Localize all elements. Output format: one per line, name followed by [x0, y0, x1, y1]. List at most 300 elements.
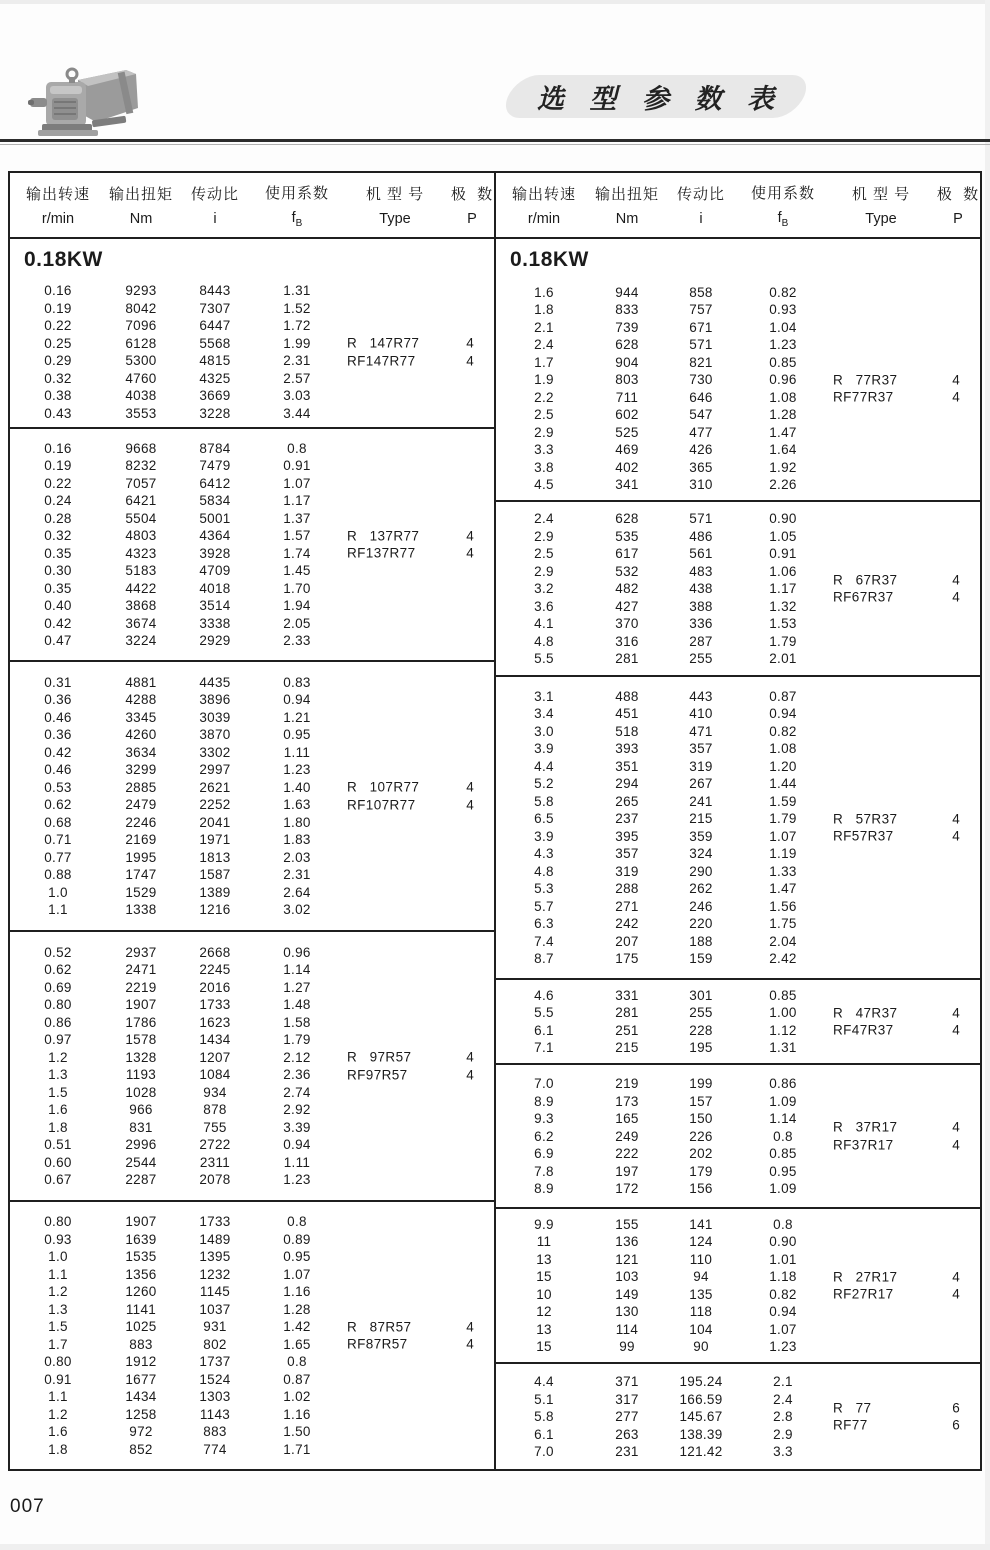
table-row [10, 1406, 494, 1424]
table-row [496, 933, 980, 951]
value-cell: 944 [615, 284, 639, 300]
value-cell: 561 [689, 546, 713, 561]
table-row [10, 545, 494, 563]
value-cell: 1.31 [769, 1040, 797, 1056]
rows-region [10, 277, 494, 427]
table-blocks-right [496, 239, 980, 1469]
column-header-unit: r/min [527, 211, 561, 227]
value-cell: 0.35 [44, 580, 72, 596]
value-cell: 2722 [199, 1137, 231, 1153]
value-cell: 130 [615, 1304, 639, 1320]
value-cell: 3.9 [534, 741, 554, 757]
value-cell: 1.7 [48, 1336, 68, 1352]
column-header-unit: $f_B$ [777, 209, 789, 229]
value-cell: 7479 [199, 458, 231, 474]
value-cell: 1.08 [769, 741, 797, 757]
column-header [10, 183, 106, 227]
value-cell: 2.36 [283, 1067, 311, 1083]
table-row [10, 615, 494, 633]
rating-block [496, 502, 980, 677]
value-cell: 202 [689, 1146, 713, 1161]
value-cell: 1.28 [283, 1301, 311, 1317]
table-row [496, 723, 980, 741]
value-cell: 774 [203, 1441, 227, 1457]
value-cell: 0.42 [44, 744, 72, 760]
type-label: R 37R17 RF37R17 [833, 1119, 898, 1152]
value-cell: 1.71 [283, 1441, 311, 1457]
pole-label: 4 4 [952, 811, 960, 844]
value-cell: 1.7 [534, 354, 554, 370]
value-cell: 7.0 [534, 1076, 554, 1091]
table-row [496, 1408, 980, 1426]
value-cell: 1.31 [283, 283, 311, 299]
value-cell: 1.0 [48, 1249, 68, 1265]
value-cell: 0.36 [44, 727, 72, 743]
value-cell: 1395 [199, 1249, 231, 1265]
table-half-right [496, 173, 980, 1469]
rating-block [496, 980, 980, 1065]
table-row [10, 1014, 494, 1032]
value-cell: 1.06 [769, 563, 797, 579]
value-cell: 1.3 [48, 1301, 68, 1317]
value-cell: 0.93 [44, 1231, 72, 1247]
table-row [10, 1049, 494, 1067]
value-cell: 0.80 [44, 1214, 72, 1230]
value-cell: 0.94 [283, 1137, 311, 1153]
column-header-unit: i [699, 211, 703, 227]
value-cell: 1.5 [48, 1319, 68, 1335]
value-cell: 3.03 [283, 388, 311, 404]
value-cell: 135 [689, 1286, 713, 1302]
type-label: R 47R37 RF47R37 [833, 1005, 898, 1038]
value-cell: 3.3 [534, 442, 554, 458]
value-cell: 0.94 [283, 692, 311, 708]
value-cell: 336 [689, 616, 713, 631]
column-header [740, 182, 826, 229]
value-cell: 1.11 [283, 744, 311, 760]
value-cell: 427 [615, 598, 639, 614]
value-cell: 316 [615, 633, 639, 649]
table-row [496, 1251, 980, 1269]
value-cell: 1.50 [283, 1424, 311, 1440]
value-cell: 237 [615, 811, 639, 827]
value-cell: 0.16 [44, 283, 72, 299]
value-cell: 2.31 [283, 867, 311, 883]
value-cell: 904 [615, 354, 639, 370]
value-cell: 2.1 [773, 1374, 793, 1389]
column-header [254, 182, 340, 229]
value-cell: 1623 [199, 1014, 231, 1030]
value-cell: 3.2 [534, 581, 554, 596]
value-cell: 8232 [125, 458, 157, 474]
value-cell: 2668 [199, 944, 231, 960]
table-row [10, 352, 494, 370]
gearmotor-photo [26, 60, 144, 148]
value-cell: 290 [689, 863, 713, 879]
value-cell: 0.47 [44, 633, 72, 649]
table-row [496, 1268, 980, 1286]
value-cell: 172 [615, 1181, 639, 1196]
column-header [826, 183, 936, 227]
column-header [936, 183, 980, 227]
value-cell: 331 [615, 987, 639, 1003]
value-cell: 9.9 [534, 1216, 554, 1232]
column-header-unit: P [953, 211, 963, 227]
value-cell: 15 [536, 1269, 552, 1285]
value-cell: 2.01 [769, 651, 797, 666]
value-cell: 1.83 [283, 832, 311, 848]
value-cell: 972 [129, 1424, 153, 1440]
value-cell: 1.18 [769, 1269, 797, 1285]
value-cell: 6128 [125, 335, 157, 351]
value-cell: 2041 [199, 814, 231, 830]
pole-label: 4 4 [952, 572, 960, 605]
value-cell: 2252 [199, 797, 231, 813]
value-cell: 3669 [199, 388, 231, 404]
table-row [496, 476, 980, 494]
table-row [10, 674, 494, 692]
value-cell: 4435 [199, 674, 231, 690]
value-cell: 1389 [199, 884, 231, 900]
value-cell: 858 [689, 284, 713, 300]
value-cell: 755 [203, 1119, 227, 1135]
value-cell: 1037 [199, 1301, 231, 1317]
value-cell: 1.05 [769, 528, 797, 544]
value-cell: 1141 [125, 1301, 157, 1317]
value-cell: 3870 [199, 727, 231, 743]
value-cell: 3868 [125, 598, 157, 614]
table-row [496, 1092, 980, 1110]
value-cell: 1907 [125, 1214, 157, 1230]
value-cell: 0.25 [44, 335, 72, 351]
value-cell: 1.23 [283, 1172, 311, 1188]
value-cell: 241 [689, 793, 713, 809]
value-cell: 0.95 [283, 1249, 311, 1265]
value-cell: 878 [203, 1102, 227, 1118]
value-cell: 1786 [125, 1014, 157, 1030]
value-cell: 359 [689, 828, 713, 844]
table-row [10, 1266, 494, 1284]
value-cell: 1434 [199, 1032, 231, 1048]
table-row [496, 650, 980, 668]
value-cell: 0.52 [44, 944, 72, 960]
type-label: R 27R17 RF27R17 [833, 1269, 898, 1302]
table-row [496, 1110, 980, 1128]
table-row [10, 831, 494, 849]
value-cell: 0.82 [769, 723, 797, 739]
rating-block [10, 932, 494, 1202]
value-cell: 207 [615, 933, 639, 949]
value-cell: 1.75 [769, 916, 797, 932]
value-cell: 803 [615, 372, 639, 388]
table-row [10, 1318, 494, 1336]
value-cell: 1.1 [48, 902, 68, 918]
value-cell: 341 [615, 477, 639, 493]
column-header-label: 传动比 [676, 186, 725, 203]
column-header-unit: r/min [41, 211, 75, 227]
value-cell: 188 [689, 933, 713, 949]
value-cell: 3299 [125, 762, 157, 778]
value-cell: 0.95 [283, 727, 311, 743]
rating-block [496, 1209, 980, 1364]
value-cell: 2.9 [534, 528, 554, 544]
value-cell: 175 [615, 951, 639, 967]
value-cell: 6.1 [534, 1426, 554, 1442]
table-row [496, 828, 980, 846]
column-header-label: 极 数 [450, 186, 494, 203]
table-row [10, 944, 494, 962]
value-cell: 222 [615, 1146, 639, 1161]
value-cell: 8.7 [534, 951, 554, 967]
value-cell: 525 [615, 424, 639, 440]
value-cell: 0.86 [44, 1014, 72, 1030]
value-cell: 883 [203, 1424, 227, 1440]
table-row [10, 1353, 494, 1371]
value-cell: 1028 [125, 1084, 157, 1100]
value-cell: 395 [615, 828, 639, 844]
value-cell: 2.57 [283, 370, 311, 386]
column-header-label: 使用系数 [750, 184, 815, 202]
type-label: R 137R77 RF137R77 [347, 528, 420, 561]
value-cell: 0.77 [44, 849, 72, 865]
table-row [496, 597, 980, 615]
value-cell: 4364 [199, 528, 231, 544]
table-row [496, 688, 980, 706]
table-row [496, 705, 980, 723]
value-cell: 6.1 [534, 1022, 554, 1038]
type-label: R 57R37 RF57R37 [833, 811, 898, 844]
value-cell: 5.7 [534, 898, 554, 914]
value-cell: 1.3 [48, 1067, 68, 1083]
value-cell: 0.32 [44, 528, 72, 544]
value-cell: 0.8 [287, 1214, 307, 1230]
value-cell: 966 [129, 1102, 153, 1118]
column-header-unit: $f_B$ [291, 209, 303, 229]
value-cell: 1733 [199, 997, 231, 1013]
value-cell: 121.42 [679, 1444, 723, 1459]
value-cell: 3302 [199, 744, 231, 760]
value-cell: 3.02 [283, 902, 311, 918]
value-cell: 730 [689, 372, 713, 388]
table-row [496, 1075, 980, 1093]
value-cell: 2078 [199, 1172, 231, 1188]
value-cell: 5568 [199, 335, 231, 351]
table-row [10, 761, 494, 779]
rows-region [496, 677, 980, 978]
table-row [496, 527, 980, 545]
rows-region [496, 502, 980, 675]
value-cell: 6.2 [534, 1128, 554, 1144]
value-cell: 287 [689, 633, 713, 649]
rating-block [10, 662, 494, 932]
table-row [496, 1443, 980, 1461]
value-cell: 281 [615, 1005, 639, 1021]
value-cell: 2.92 [283, 1102, 311, 1118]
table-row [10, 632, 494, 650]
value-cell: 1.56 [769, 898, 797, 914]
value-cell: 3228 [199, 405, 231, 421]
value-cell: 1529 [125, 884, 157, 900]
column-header-label: 使用系数 [264, 184, 329, 202]
type-label: R 77R37 RF77R37 [833, 372, 898, 405]
value-cell: 469 [615, 442, 639, 458]
table-row [496, 301, 980, 319]
value-cell: 263 [615, 1426, 639, 1442]
value-cell: 1145 [199, 1284, 231, 1300]
value-cell: 1.99 [283, 335, 311, 351]
value-cell: 821 [689, 354, 713, 370]
value-cell: 2621 [199, 779, 231, 795]
value-cell: 0.29 [44, 353, 72, 369]
value-cell: 7096 [125, 318, 157, 334]
table-row [10, 457, 494, 475]
table-row [10, 866, 494, 884]
table-row [496, 406, 980, 424]
value-cell: 628 [615, 337, 639, 353]
value-cell: 1.48 [283, 997, 311, 1013]
value-cell: 7.4 [534, 933, 554, 949]
value-cell: 0.36 [44, 692, 72, 708]
value-cell: 5.8 [534, 1409, 554, 1424]
pole-label: 4 4 [466, 779, 474, 812]
table-row [10, 996, 494, 1014]
value-cell: 1.02 [283, 1389, 311, 1405]
value-cell: 0.43 [44, 405, 72, 421]
table-row [496, 580, 980, 598]
table-row [496, 371, 980, 389]
pole-label: 4 4 [466, 335, 474, 368]
value-cell: 2.42 [769, 951, 797, 967]
value-cell: 99 [619, 1339, 635, 1355]
value-cell: 5300 [125, 353, 157, 369]
value-cell: 1.53 [769, 616, 797, 631]
section-title: 0.18KW [510, 248, 589, 271]
rating-block [496, 239, 980, 502]
value-cell: 0.94 [769, 1304, 797, 1320]
table-row [496, 441, 980, 459]
value-cell: 2.9 [534, 424, 554, 440]
column-header-unit: Nm [129, 211, 153, 227]
value-cell: 3896 [199, 692, 231, 708]
value-cell: 0.80 [44, 997, 72, 1013]
table-row [10, 1423, 494, 1441]
table-row [10, 814, 494, 832]
value-cell: 179 [689, 1163, 713, 1179]
column-header [662, 183, 740, 227]
value-cell: 1.2 [48, 1284, 68, 1300]
value-cell: 2.05 [283, 615, 311, 631]
scan-edge [985, 0, 990, 1550]
value-cell: 1.58 [283, 1014, 311, 1030]
value-cell: 1025 [125, 1319, 157, 1335]
page-title-ribbon [498, 75, 813, 118]
value-cell: 2885 [125, 779, 157, 795]
table-header-right [496, 173, 980, 239]
value-cell: 228 [689, 1022, 713, 1038]
value-cell: 1.5 [48, 1084, 68, 1100]
value-cell: 7057 [125, 475, 157, 491]
value-cell: 0.8 [773, 1216, 793, 1232]
value-cell: 0.90 [769, 511, 797, 526]
value-cell: 136 [615, 1234, 639, 1250]
value-cell: 6.9 [534, 1146, 554, 1161]
value-cell: 271 [615, 898, 639, 914]
value-cell: 1.74 [283, 545, 311, 561]
value-cell: 1.11 [283, 1154, 311, 1170]
value-cell: 4760 [125, 370, 157, 386]
value-cell: 118 [689, 1304, 713, 1320]
value-cell: 0.69 [44, 979, 72, 995]
column-header [496, 183, 592, 227]
column-header-label: 输出扭矩 [594, 186, 659, 203]
table-row [496, 354, 980, 372]
table-row [496, 459, 980, 477]
column-header-label: 输出扭矩 [108, 186, 173, 203]
rows-region [496, 980, 980, 1063]
table-row [10, 744, 494, 762]
value-cell: 7307 [199, 300, 231, 316]
value-cell: 2.64 [283, 884, 311, 900]
table-row [496, 845, 980, 863]
value-cell: 1.9 [534, 372, 554, 388]
value-cell: 5.5 [534, 1005, 554, 1021]
value-cell: 104 [689, 1321, 713, 1337]
value-cell: 114 [615, 1321, 639, 1337]
value-cell: 1.2 [48, 1406, 68, 1422]
value-cell: 1.09 [769, 1093, 797, 1109]
column-header [592, 183, 662, 227]
pole-label: 4 4 [466, 528, 474, 561]
header-rule [0, 139, 990, 145]
value-cell: 1535 [125, 1249, 157, 1265]
value-cell: 1.70 [283, 580, 311, 596]
value-cell: 1.07 [283, 475, 311, 491]
selection-table [8, 171, 982, 1471]
value-cell: 2219 [125, 979, 157, 995]
value-cell: 5001 [199, 510, 231, 526]
value-cell: 5.2 [534, 776, 554, 792]
pole-label: 4 4 [952, 1005, 960, 1038]
value-cell: 1.8 [48, 1119, 68, 1135]
table-row [496, 793, 980, 811]
table-row [10, 1213, 494, 1231]
column-header [340, 183, 450, 227]
value-cell: 1.6 [534, 284, 554, 300]
type-label: R 87R57 RF87R57 [347, 1319, 412, 1352]
value-cell: 402 [615, 459, 639, 475]
value-cell: 231 [615, 1444, 639, 1459]
value-cell: 0.95 [769, 1163, 797, 1179]
value-cell: 288 [615, 881, 639, 897]
value-cell: 0.82 [769, 284, 797, 300]
table-row [496, 740, 980, 758]
table-row [10, 1154, 494, 1172]
table-row [496, 1233, 980, 1251]
table-row [10, 317, 494, 335]
value-cell: 267 [689, 776, 713, 792]
value-cell: 281 [615, 651, 639, 666]
page-number: 007 [10, 1496, 45, 1517]
value-cell: 2.12 [283, 1049, 311, 1065]
value-cell: 4323 [125, 545, 157, 561]
table-row [10, 387, 494, 405]
table-row [496, 1286, 980, 1304]
value-cell: 1587 [199, 867, 231, 883]
value-cell: 246 [689, 898, 713, 914]
value-cell: 4018 [199, 580, 231, 596]
value-cell: 1.45 [283, 563, 311, 579]
value-cell: 1.42 [283, 1319, 311, 1335]
